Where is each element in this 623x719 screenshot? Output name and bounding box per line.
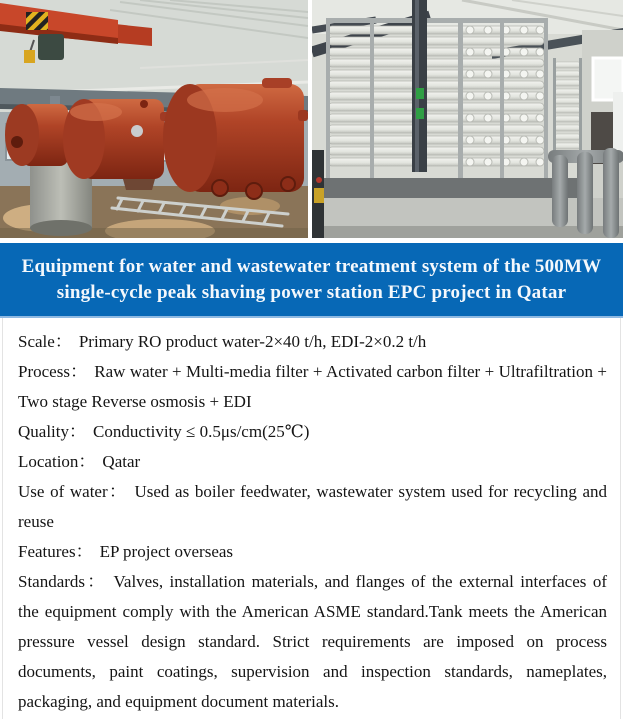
spec-label: Location： [18, 452, 96, 471]
spec-label: Scale： [18, 332, 72, 351]
spec-row [18, 357, 607, 417]
spec-value: Raw water + Multi-media filter + Activated carbon filter + Ultrafiltration + Two stage Reverse osmosis + EDI [18, 362, 607, 411]
spec-value: Qatar [102, 452, 141, 471]
photo-strip [0, 0, 623, 238]
spec-label: Use of water： [18, 482, 128, 501]
spec-row [18, 477, 607, 537]
spec-row [18, 417, 607, 447]
project-title-line1: Equipment for water and wastewater treatment system of the 500MW [21, 255, 602, 277]
spec-value: Primary RO product water-2×40 t/h, EDI-2×0.2 t/h [78, 332, 427, 351]
spec-label: Process： [18, 362, 88, 381]
spec-value: Used as boiler feedwater, wastewater system used for recycling and reuse [18, 482, 608, 531]
spec-label: Quality： [18, 422, 86, 441]
spec-row [18, 537, 607, 567]
spec-row [18, 447, 607, 477]
spec-value: EP project overseas [99, 542, 234, 561]
spec-label: Standards： [18, 572, 107, 591]
project-title-line2: single-cycle peak shaving power station EPC project in Qatar [56, 281, 567, 303]
spec-value: Valves, installation materials, and flanges of the external interfaces of the equipment comply with the American ASME standard.Tank meets the American pressure vessel design standard. Strict requirements are imposed on process documents, paint coatings, supervision and inspection standards, nameplates, packaging, and equipment document materials. [18, 572, 607, 711]
photo-ro-membrane-rack [312, 0, 623, 238]
spec-row [18, 567, 607, 717]
spec-label: Features： [18, 542, 93, 561]
photo-red-tanks [0, 0, 308, 238]
spec-list [2, 318, 621, 719]
project-title-banner [0, 243, 623, 318]
spec-row [18, 327, 607, 357]
spec-value: Conductivity ≤ 0.5μs/cm(25℃) [93, 422, 310, 441]
